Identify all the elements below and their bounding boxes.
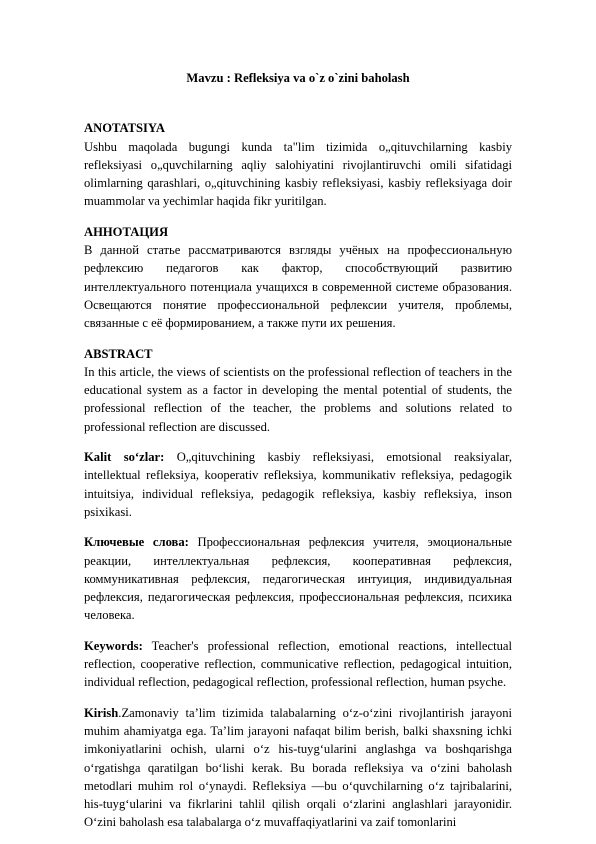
keywords-en: [84, 637, 512, 692]
keywords-ru-text: Профессиональная рефлексия учителя, эмоциональные реакции, интеллектуальная рефлексия, кооперативная рефлексия, коммуникативная рефлексия, педагогическая интуиция, индивидуальная рефлексия, педагогическая рефлексия, профессиональная рефлексия, психика человека.: [84, 535, 512, 623]
keywords-en-text: Teacher's professional reflection, emotional reactions, intellectual reflection, cooperative reflection, communicative reflection, pedagogical intuition, individual reflection, pedagogical reflection, professional reflection, human psyche.: [84, 638, 512, 690]
keywords-ru: [84, 533, 512, 624]
document-page: [84, 69, 512, 844]
annotation-ru: [84, 223, 512, 333]
abstract-en-text: In this article, the views of scientists on the professional reflection of teachers in the educational system as a factor in developing the mental potential of students, the professional reflection of the teacher, the problems and solutions related to professional reflection are discussed.: [84, 364, 512, 434]
abstract-en-heading: ABSTRACT: [84, 346, 153, 361]
keywords-uz-text: O„qituvchining kasbiy refleksiyasi, emotsional reaksiyalar, intellektual refleksiya, kooperativ refleksiya, kommunikativ refleksiya, pedagogik intuitsiya, individual refleksiya, pedagogik refleksiya, kasbiy refleksiya, inson psixikasi.: [84, 450, 512, 519]
keywords-en-label: Keywords:: [84, 638, 143, 653]
paper-title: Mavzu : Refleksiya va o`z o`zini baholash: [186, 71, 410, 85]
annotation-ru-heading: АННОТАЦИЯ: [84, 224, 169, 239]
annotation-ru-text: В данной статье рассматриваются взгляды учёных на профессиональную рефлексию педагогов как фактор, способствующий развитию интеллектуального потенциала учащихся в современной системе образования. Освещаются понятие профессиональной рефлексии учителя, проблемы, связанные с её формированием, а также пути их решения.: [84, 243, 512, 331]
introduction-text: .Zamonaviy ta’lim tizimida talabalarning o‘z-o‘zini rivojlantirish jarayoni muhim ahamiyatga ega. Ta’lim jarayoni nafaqat bilim berish, balki shaxsning ichki imkoniyatlarini ochish, ularni o‘z his-tuyg‘ularini anglashga va boshqarishga o‘rgatishga qaratilgan bo‘lishi kerak. Bu borada refleksiya va o‘zini baholash metodlari muhim rol o‘ynaydi. Refleksiya —bu o‘quvchilarning o‘z tajribalarini, his-tuyg‘ularini va fikrlarini tahlil qilish orqali o‘zlarini anglashlari jarayonidir. O‘zini baholash esa talabalarga o‘z muvaffaqiyatlarini va zaif tomonlarini: [84, 705, 512, 830]
introduction-label: Kirish: [84, 705, 119, 720]
annotation-uz-heading: ANOTATSIYA: [84, 121, 165, 136]
keywords-uz: [84, 448, 512, 521]
annotation-uz: [84, 119, 512, 210]
keywords-uz-label: Kalit so‘zlar:: [84, 450, 165, 465]
introduction: [84, 704, 512, 832]
abstract-en: [84, 345, 512, 436]
annotation-uz-text: Ushbu maqolada bugungi kunda ta"lim tizimida o„qituvchilarning kasbiy refleksiyasi o„quvchilarning aqliy salohiyatini rivojlantiruvchi omili sifatidagi olimlarning qarashlari, o„qituvchining kasbiy refleksiyasi, kasbiy refleksiyaga doir muammolar va yechimlar haqida fikr yuritilgan.: [84, 139, 512, 209]
keywords-ru-label: Ключевые слова:: [84, 535, 189, 550]
